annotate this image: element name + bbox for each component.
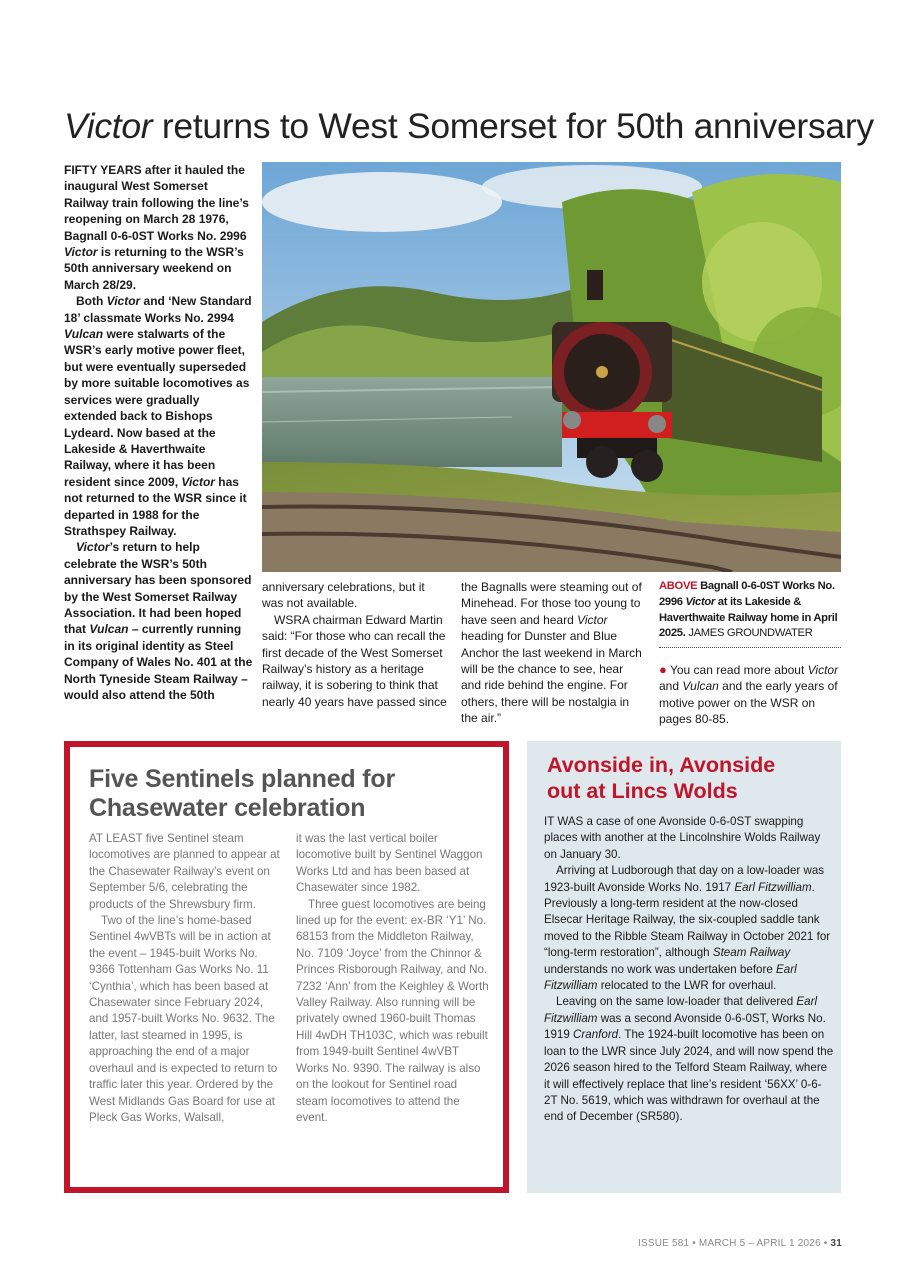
article-column-3 — [461, 579, 646, 727]
article-paragraph: Leaving on the same low-loader that delivered Earl Fitzwilliam was a second Avonside 0-6-0ST, Works No. 1919 Cranford. The 1924-built locomotive has been on loan to the LWR since July 2024, and will now spend the 2026 season hired to the Telford Steam Railway, where it will effectively replace that line’s resident ‘56XX’ 0-6-2T No. 5619, which was withdrawn for overhaul at the end of December (SR580). — [544, 995, 834, 1124]
avonside-column — [544, 814, 834, 1126]
page-number: 31 — [830, 1238, 842, 1249]
avonside-headline: Avonside in, Avonside out at Lincs Wolds — [547, 753, 776, 803]
locomotive-photo — [262, 162, 841, 572]
article-paragraph: Three guest locomotives are being lined up for the event: ex-BR ‘Y1’ No. 68153 from the Middleton Railway, No. 7109 ‘Joyce’ from the Chinnor & Princes Risborough Railway, and No. 7232 ‘Ann’ from the Keighley & Worth Valley Railway. Also running will be privately owned 1960-built Thomas Hill 4wDH TH103C, which was rebuilt from 1949-built Sentinel 4wVBT Works No. 9390. The railway is also on the lookout for Sentinel road steam locomotives to attend the event. — [296, 897, 489, 1124]
article-paragraph: AT LEAST five Sentinel steam locomotives are planned to appear at the Chasewater Railway’s event on September 5/6, celebrating the products of the Shrewsbury firm. — [89, 832, 280, 911]
article-column-2 — [262, 579, 447, 710]
cross-reference-note: ● You can read more about Victor and Vulcan and the early years of motive power on the WSR on pages 80-85. — [659, 662, 839, 727]
article-paragraph: Arriving at Ludborough that day on a low-loader was 1923-built Avonside Works No. 1917 Earl Fitzwilliam. Previously a long-term resident at the now-closed Elsecar Heritage Railway, the six-coupled saddle tank moved to the Ribble Steam Railway in October 2021 for “long-term restoration”, although Steam Railway understands no work was undertaken before Earl Fitzwilliam relocated to the LWR for overhaul. — [544, 864, 831, 993]
article-paragraph: IT WAS a case of one Avonside 0-6-0ST swapping places with another at the Lincolnshire Wolds Railway on January 30. — [544, 815, 821, 861]
issue-info: ISSUE 581 • MARCH 5 – APRIL 1 2026 • — [638, 1238, 828, 1249]
article-headline: Victor returns to West Somerset for 50th anniversary — [64, 106, 874, 146]
sentinels-column-1 — [89, 831, 281, 1126]
photo-credit: JAMES GROUNDWATER — [688, 627, 813, 640]
article-paragraph: Victor’s return to help celebrate the WSR’s 50th anniversary has been sponsored by the West Somerset Railway Association. It had been hoped that Vulcan – currently running in its original identity as Steel Company of Wales No. 401 at the North Tyneside Steam Railway – would also attend the 50th — [64, 540, 253, 702]
article-column-1 — [64, 162, 254, 703]
article-paragraph: WSRA chairman Edward Martin said: “For those who can recall the first decade of the West Somerset Railway’s history as a heritage railway, it is sobering to think that nearly 40 years have passed since — [262, 612, 447, 709]
sentinels-news-box — [64, 741, 509, 1193]
photo-caption: ABOVE Bagnall 0-6-0ST Works No. 2996 Victor at its Lakeside & Haverthwaite Railway home in April 2025. JAMES GROUNDWATER — [659, 579, 841, 648]
article-paragraph: FIFTY YEARS after it hauled the inaugural West Somerset Railway train following the line’s reopening on March 28 1976, Bagnall 0-6-0ST Works No. 2996 Victor is returning to the WSR’s 50th anniversary weekend on March 28/29. — [64, 163, 249, 292]
article-paragraph: Both Victor and ‘New Standard 18’ classmate Works No. 2994 Vulcan were stalwarts of the WSR’s early motive power fleet, but were eventually superseded by more suitable locomotives as services were gradually extended back to Bishops Lydeard. Now based at the Lakeside & Haverthwaite Railway, where it has been resident since 2009, Victor has not returned to the WSR since it departed in 1988 for the Strathspey Railway. — [64, 294, 252, 538]
article-paragraph: Two of the line’s home-based Sentinel 4wVBTs will be in action at the event – 1945-built Works No. 9366 Tottenham Gas Works No. 11 ‘Cynthia’, which has been based at Chasewater since February 2024, and 1957-built Works No. 9632. The latter, last steamed in 1995, is approaching the end of a major overhaul and is expected to return to traffic later this year. Ordered by the West Midlands Gas Board for use at Pleck Gas Works, Walsall, — [89, 914, 278, 1124]
sentinels-column-2 — [296, 831, 490, 1126]
bullet-icon: ● — [659, 662, 667, 677]
article-paragraph: anniversary celebrations, but it was not available. — [262, 580, 425, 611]
article-paragraph: it was the last vertical boiler locomotive built by Sentinel Waggon Works Ltd and has been based at Chasewater since 1982. — [296, 832, 483, 895]
article-paragraph: the Bagnalls were steaming out of Minehead. For those too young to have seen and heard Victor heading for Dunster and Blue Anchor the last weekend in March will be the chance to see, hear and ride behind the engine. For others, there will be nostalgia in the air.” — [461, 580, 642, 726]
steam-locomotive-illustration — [262, 162, 841, 572]
page-footer — [638, 1238, 842, 1249]
avonside-news-box — [527, 741, 841, 1193]
sentinels-headline: Five Sentinels planned for Chasewater celebration — [89, 765, 395, 822]
